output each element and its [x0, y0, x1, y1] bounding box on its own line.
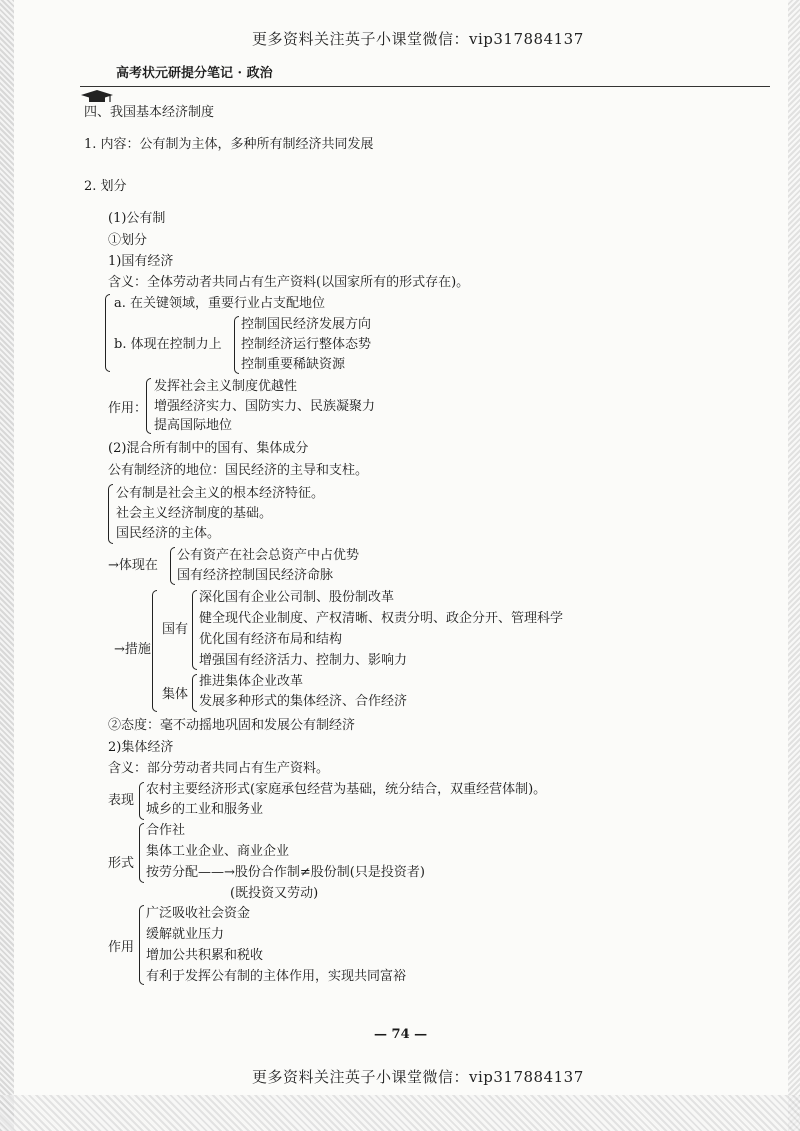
brace-status — [108, 484, 113, 544]
show-item: 城乡的工业和服务业 — [146, 802, 264, 817]
role-label: 作用： — [108, 401, 148, 416]
brace-embody — [170, 547, 175, 585]
role-item: 发挥社会主义制度优越性 — [154, 379, 298, 394]
brace-state-owned — [192, 590, 197, 670]
state-owned-label: 国有 — [162, 622, 189, 637]
state-owned-item: 深化国有企业公司制、股份制改革 — [199, 590, 395, 605]
form-note: (既投资又劳动) — [230, 886, 319, 901]
form-item: 集体工业企业、商业企业 — [146, 844, 290, 859]
brace-show — [139, 782, 144, 820]
collective-role-item: 有利于发挥公有制的主体作用，实现共同富裕 — [146, 969, 407, 984]
collective-role-item: 广泛吸收社会资金 — [146, 906, 251, 921]
control-item: 控制经济运行整体态势 — [241, 337, 372, 352]
header-title: 高考状元研提分笔记 · 政治 — [116, 66, 273, 81]
collective-role-item: 增加公共积累和税收 — [146, 948, 264, 963]
embody-item: 公有资产在社会总资产中占优势 — [177, 548, 360, 563]
public-divide: ①划分 — [108, 233, 148, 248]
status-item: 公有制是社会主义的根本经济特征。 — [116, 486, 325, 501]
role-item: 增强经济实力、国防实力、民族凝聚力 — [154, 399, 376, 414]
public-status: 公有制经济的地位：国民经济的主导和支柱。 — [108, 463, 369, 478]
state-a: a. 在关键领域，重要行业占支配地位 — [114, 296, 326, 311]
embody-label: →体现在 — [108, 558, 158, 573]
show-label: 表现 — [108, 793, 135, 808]
brace-collective-role — [139, 905, 144, 985]
measures-label: →措施 — [114, 642, 151, 657]
public-heading: (1)公有制 — [108, 211, 166, 226]
mixed-heading: (2)混合所有制中的国有、集体成分 — [108, 441, 309, 456]
collective-role-label: 作用 — [108, 940, 135, 955]
status-item: 国民经济的主体。 — [116, 526, 221, 541]
collective-meaning: 含义：部分劳动者共同占有生产资料。 — [108, 761, 330, 776]
state-owned-item: 增强国有经济活力、控制力、影响力 — [199, 653, 408, 668]
brace-collective-owned — [192, 674, 197, 712]
graduation-cap-icon — [80, 89, 114, 103]
watermark-top: 更多资料关注英子小课堂微信：vip317884137 — [252, 30, 584, 48]
header-rule — [80, 86, 770, 87]
state-owned-item: 优化国有经济布局和结构 — [199, 632, 343, 647]
form-label: 形式 — [108, 856, 135, 871]
state-economy: 1)国有经济 — [108, 254, 174, 269]
control-item: 控制国民经济发展方向 — [241, 317, 372, 332]
brace-control — [234, 316, 239, 374]
form-item: 合作社 — [146, 823, 186, 838]
embody-item: 国有经济控制国民经济命脉 — [177, 568, 334, 583]
item-2: 2. 划分 — [84, 179, 127, 194]
state-meaning: 含义：全体劳动者共同占有生产资料(以国家所有的形式存在)。 — [108, 275, 470, 290]
scan-edge-bottom — [0, 1095, 800, 1131]
collective-owned-item: 推进集体企业改革 — [199, 674, 304, 689]
collective-owned-label: 集体 — [162, 687, 189, 702]
form-item: 按劳分配——→股份合作制≠股份制(只是投资者) — [146, 865, 425, 880]
brace-state — [105, 294, 110, 372]
scan-edge-right — [788, 0, 800, 1131]
role-item: 提高国际地位 — [154, 418, 233, 433]
scan-edge-left — [0, 0, 14, 1131]
section-title: 四、我国基本经济制度 — [84, 105, 215, 120]
brace-form — [139, 823, 144, 883]
state-owned-item: 健全现代企业制度、产权清晰、权责分明、政企分开、管理科学 — [199, 611, 564, 626]
attitude: ②态度：毫不动摇地巩固和发展公有制经济 — [108, 718, 356, 733]
collective-heading: 2)集体经济 — [108, 740, 174, 755]
collective-owned-item: 发展多种形式的集体经济、合作经济 — [199, 694, 408, 709]
state-b: b. 体现在控制力上 — [114, 337, 222, 352]
show-item: 农村主要经济形式(家庭承包经营为基础，统分结合，双重经营体制)。 — [146, 782, 547, 797]
brace-measures — [152, 590, 157, 712]
watermark-bottom: 更多资料关注英子小课堂微信：vip317884137 — [252, 1068, 584, 1086]
collective-role-item: 缓解就业压力 — [146, 927, 225, 942]
brace-role — [146, 378, 151, 434]
status-item: 社会主义经济制度的基础。 — [116, 506, 273, 521]
item-1: 1. 内容：公有制为主体，多种所有制经济共同发展 — [84, 137, 374, 152]
control-item: 控制重要稀缺资源 — [241, 357, 346, 372]
page-number: — 74 — — [374, 1027, 428, 1042]
